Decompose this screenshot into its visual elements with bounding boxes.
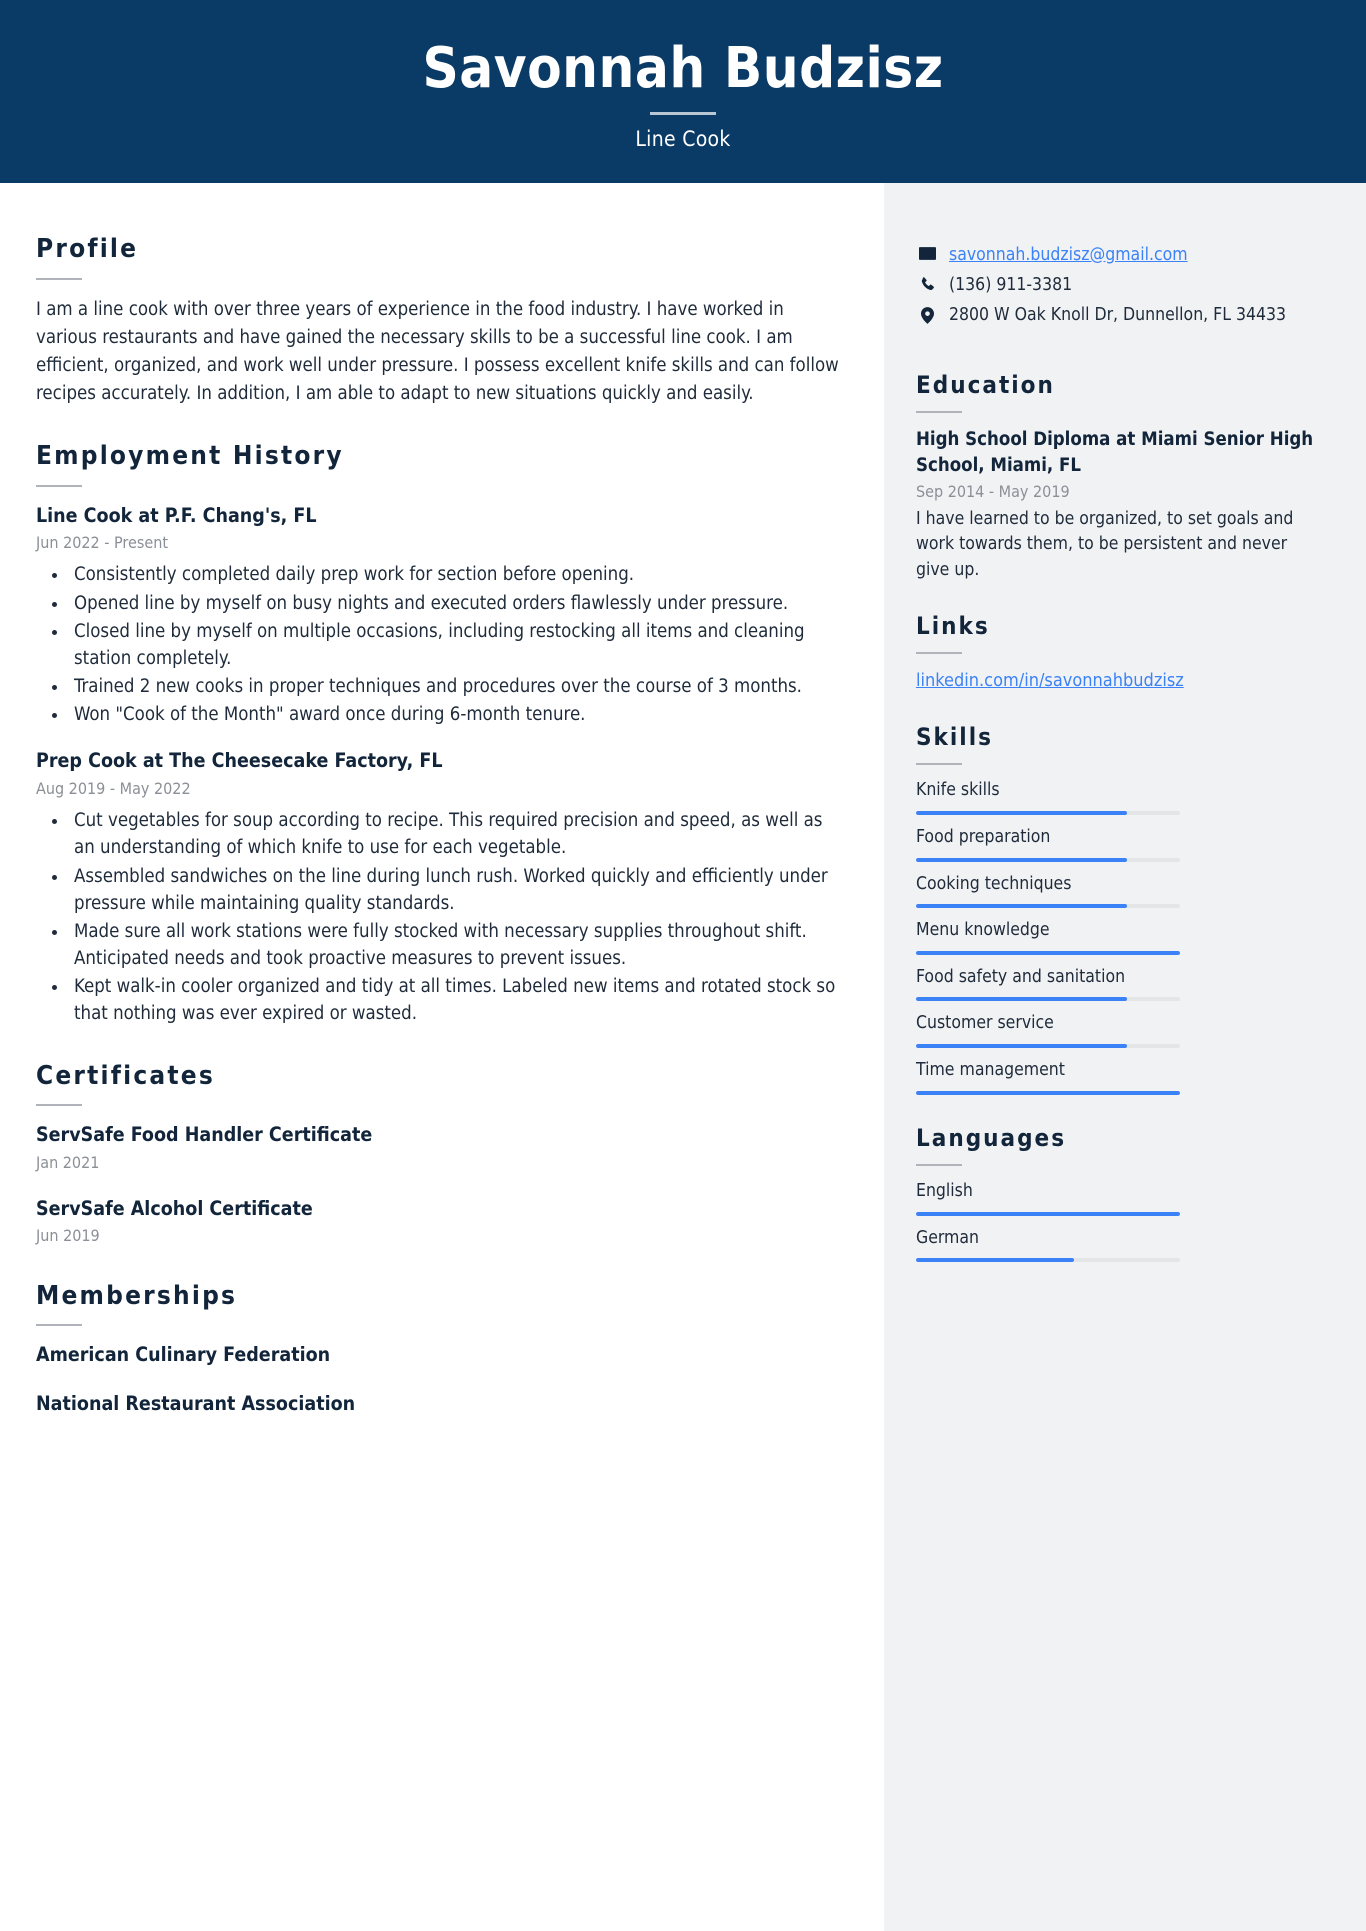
profile-heading: Profile — [36, 234, 139, 264]
job-bullet: • Consistently completed daily prep work for section before opening. — [69, 561, 842, 588]
skill-label: Time management — [916, 1060, 1065, 1081]
section-memberships — [36, 1282, 842, 1417]
section-employment-history — [36, 442, 842, 1028]
education-date: Sep 2014 - May 2019 — [916, 482, 1070, 502]
sidebar-column — [884, 183, 1366, 1931]
section-profile — [36, 235, 842, 408]
certificate-title: ServSafe Food Handler Certificate — [36, 1123, 373, 1147]
section-divider — [916, 763, 962, 765]
phone-number: (136) 911-3381 — [949, 274, 1073, 295]
job-bullet: • Won "Cook of the Month" award once during 6-month tenure. — [69, 701, 842, 728]
contact-row-phone — [916, 273, 1320, 298]
education-entry — [916, 427, 1320, 583]
language-level-bar — [916, 1258, 1180, 1262]
membership-entry — [36, 1342, 842, 1368]
skill-level-bar — [916, 904, 1180, 908]
employment-entry — [36, 503, 842, 729]
main-column — [0, 183, 884, 1931]
contact-row-email — [916, 243, 1320, 268]
job-bullet: • Opened line by myself on busy nights and executed orders flawlessly under pressure. — [69, 590, 842, 617]
section-divider — [36, 1104, 82, 1106]
job-bullet-list — [36, 807, 842, 1028]
job-bullet: • Cut vegetables for soup according to recipe. This required precision and speed, as well as an understanding of which knife to use for each vegetable. — [69, 807, 842, 861]
section-divider — [916, 411, 962, 413]
skill-item — [916, 873, 1320, 909]
job-bullet: • Kept walk-in cooler organized and tidy at all times. Labeled new items and rotated stock so that nothing was ever expired or wasted. — [69, 973, 842, 1027]
skill-item — [916, 919, 1320, 955]
skill-item — [916, 779, 1320, 815]
skill-level-fill — [916, 811, 1127, 815]
linkedin-link[interactable]: linkedin.com/in/savonnahbudzisz — [916, 670, 1184, 692]
skill-label: Food preparation — [916, 826, 1051, 847]
skill-level-bar — [916, 1091, 1180, 1095]
certificate-title: ServSafe Alcohol Certificate — [36, 1196, 313, 1220]
address-text: 2800 W Oak Knoll Dr, Dunnellon, FL 34433 — [949, 304, 1287, 325]
phone-icon — [916, 273, 938, 292]
job-bullet: • Trained 2 new cooks in proper techniques and procedures over the course of 3 months. — [69, 673, 842, 700]
skill-level-bar — [916, 858, 1180, 862]
education-heading: Education — [916, 370, 1055, 399]
section-divider — [916, 652, 962, 654]
languages-heading: Languages — [916, 1123, 1067, 1152]
employment-entry — [36, 748, 842, 1027]
skill-level-fill — [916, 1091, 1180, 1095]
membership-title: National Restaurant Association — [36, 1391, 356, 1415]
skill-level-fill — [916, 858, 1127, 862]
skill-level-fill — [916, 904, 1127, 908]
skill-label: Food safety and sanitation — [916, 966, 1126, 987]
certificate-date: Jan 2021 — [36, 1152, 100, 1172]
contact-row-address — [916, 303, 1320, 328]
section-languages — [916, 1125, 1320, 1263]
certificate-entry — [36, 1122, 842, 1174]
candidate-name: Savonnah Budzisz — [422, 35, 944, 101]
membership-entry — [36, 1391, 842, 1417]
language-item — [916, 1180, 1320, 1216]
section-certificates — [36, 1062, 842, 1248]
section-divider — [36, 485, 82, 487]
resume-body — [0, 183, 1366, 1931]
job-date: Aug 2019 - May 2022 — [36, 778, 191, 798]
certificate-entry — [36, 1196, 842, 1248]
job-date: Jun 2022 - Present — [36, 532, 168, 552]
job-bullet: • Assembled sandwiches on the line during lunch rush. Worked quickly and efficiently under pressure while maintaining quality standards. — [69, 863, 842, 917]
skill-level-bar — [916, 997, 1180, 1001]
skills-heading: Skills — [916, 722, 993, 751]
employment-heading: Employment History — [36, 441, 344, 472]
section-divider — [36, 278, 82, 280]
skill-label: Customer service — [916, 1013, 1054, 1034]
section-education — [916, 372, 1320, 583]
profile-text: I am a line cook with over three years of experience in the food industry. I have worked in various restaurants and have gained the necessary skills to be a successful line cook. I am efficient, organized, and work well under pressure. I possess excellent knife skills and can follow recipes accurately. In addition, I am able to adapt to new situations quickly and easily. — [36, 298, 839, 404]
section-skills — [916, 724, 1320, 1095]
skill-label: Cooking techniques — [916, 873, 1072, 894]
language-label: English — [916, 1181, 973, 1202]
language-item — [916, 1227, 1320, 1263]
certificate-date: Jun 2019 — [36, 1226, 100, 1246]
certificates-heading: Certificates — [36, 1060, 215, 1091]
candidate-job-title: Line Cook — [635, 127, 731, 152]
job-bullet: • Made sure all work stations were fully stocked with necessary supplies throughout shift. Anticipated needs and took proactive measures to prevent issues. — [69, 918, 842, 972]
language-level-bar — [916, 1212, 1180, 1216]
job-title: Prep Cook at The Cheesecake Factory, FL — [36, 749, 443, 773]
links-heading: Links — [916, 611, 990, 640]
job-bullet-list — [36, 561, 842, 728]
skill-item — [916, 1059, 1320, 1095]
education-description: I have learned to be organized, to set goals and work towards them, to be persistent and never give up. — [916, 508, 1294, 580]
skill-level-bar — [916, 951, 1180, 955]
section-divider — [36, 1324, 82, 1326]
skill-level-fill — [916, 1044, 1127, 1048]
education-title: High School Diploma at Miami Senior High School, Miami, FL — [916, 428, 1314, 477]
skill-level-fill — [916, 997, 1127, 1001]
skill-level-bar — [916, 811, 1180, 815]
resume-header — [0, 0, 1366, 183]
memberships-heading: Memberships — [36, 1280, 238, 1311]
section-links — [916, 613, 1320, 694]
skill-item — [916, 826, 1320, 862]
skill-label: Menu knowledge — [916, 920, 1050, 941]
header-divider — [650, 112, 716, 115]
skill-level-fill — [916, 951, 1180, 955]
language-level-fill — [916, 1212, 1180, 1216]
job-title: Line Cook at P.F. Chang's, FL — [36, 503, 317, 527]
language-level-fill — [916, 1258, 1074, 1262]
skill-level-bar — [916, 1044, 1180, 1048]
membership-title: American Culinary Federation — [36, 1343, 331, 1367]
skill-item — [916, 966, 1320, 1002]
contact-info — [916, 243, 1320, 328]
email-link[interactable]: savonnah.budzisz@gmail.com — [949, 245, 1188, 265]
skill-item — [916, 1012, 1320, 1048]
location-pin-icon — [916, 303, 938, 324]
language-label: German — [916, 1227, 980, 1248]
job-bullet: • Closed line by myself on multiple occasions, including restocking all items and cleaning station completely. — [69, 618, 842, 672]
skill-label: Knife skills — [916, 780, 1000, 801]
envelope-icon — [916, 243, 938, 260]
section-divider — [916, 1164, 962, 1166]
